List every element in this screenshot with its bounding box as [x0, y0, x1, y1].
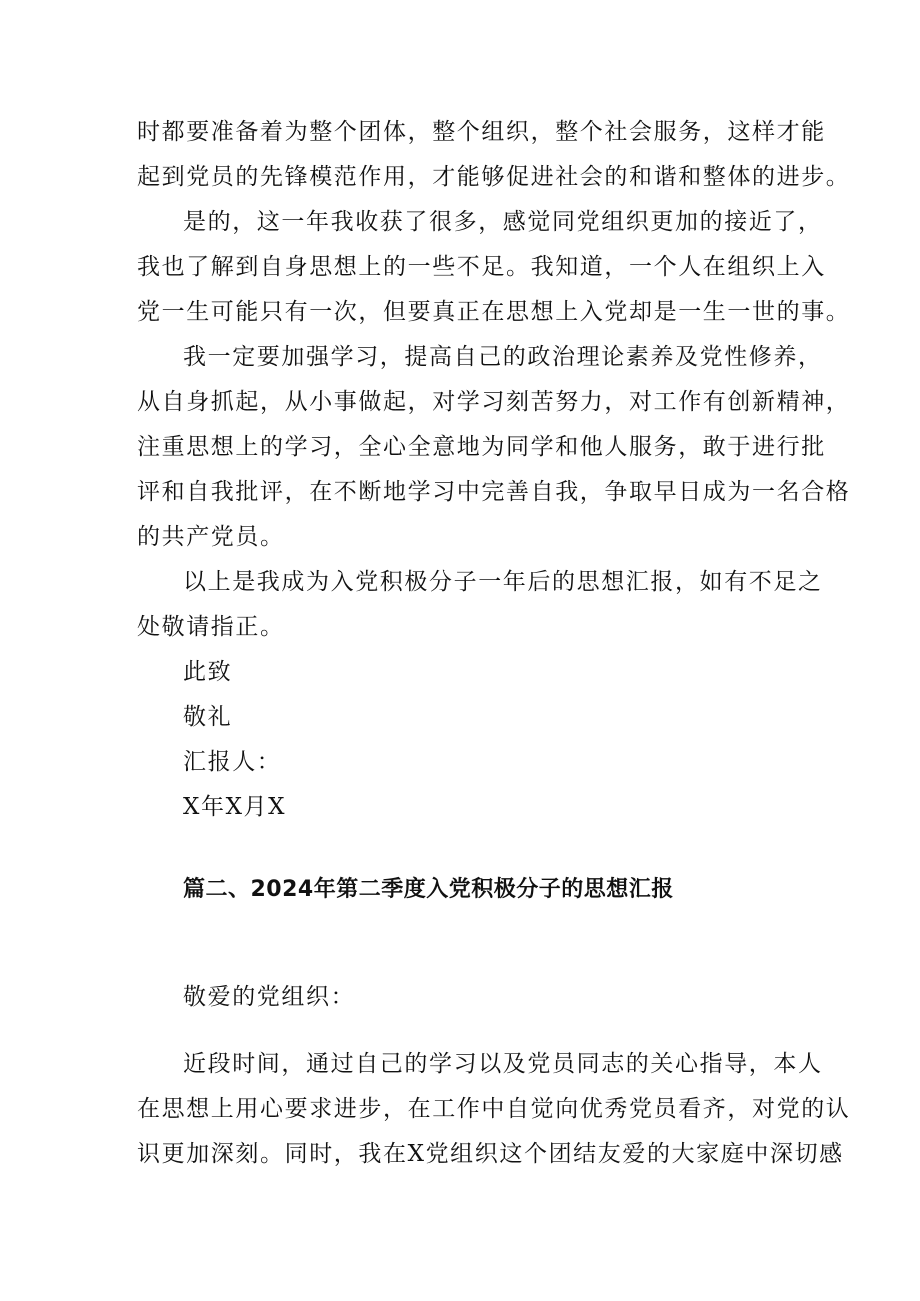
report-date: X年X月X — [183, 794, 287, 820]
body-line: 时都要准备着为整个团体，整个组织，整个社会服务，这样才能 — [137, 119, 826, 145]
paragraph-start: 是的，这一年我收获了很多，感觉同党组织更加的接近了， — [183, 209, 823, 235]
body-line: 起到党员的先锋模范作用，才能够促进社会的和谐和整体的进步。 — [137, 164, 851, 190]
body-line: 评和自我批评，在不断地学习中完善自我，争取早日成为一名合格 — [137, 479, 851, 505]
body-line: 注重思想上的学习，全心全意地为同学和他人服务，敢于进行批 — [137, 434, 826, 460]
paragraph-start: 我一定要加强学习，提高自己的政治理论素养及党性修养， — [183, 344, 823, 370]
body-line: 的共产党员。 — [137, 524, 285, 550]
body-line: 从自身抓起，从小事做起，对学习刻苦努力，对工作有创新精神， — [137, 389, 851, 415]
closing-salutation: 此致 — [183, 659, 233, 685]
paragraph-start: 近段时间，通过自己的学习以及党员同志的关心指导，本人 — [183, 1051, 823, 1077]
body-line: 我也了解到自身思想上的一些不足。我知道，一个人在组织上入 — [137, 254, 826, 280]
body-line: 识更加深刻。同时，我在X党组织这个团结友爱的大家庭中深切感 — [137, 1141, 844, 1167]
body-line: 处敬请指正。 — [137, 614, 285, 640]
section-heading: 篇二、2024年第二季度入党积极分子的思想汇报 — [183, 877, 674, 902]
greeting: 敬爱的党组织： — [183, 984, 356, 1010]
paragraph-start: 以上是我成为入党积极分子一年后的思想汇报，如有不足之 — [183, 569, 823, 595]
body-line: 党一生可能只有一次，但要真正在思想上入党却是一生一世的事。 — [137, 299, 851, 325]
body-line: 在思想上用心要求进步，在工作中自觉向优秀党员看齐，对党的认 — [137, 1096, 851, 1122]
closing-regards: 敬礼 — [183, 704, 233, 730]
reporter-label: 汇报人： — [183, 749, 282, 775]
